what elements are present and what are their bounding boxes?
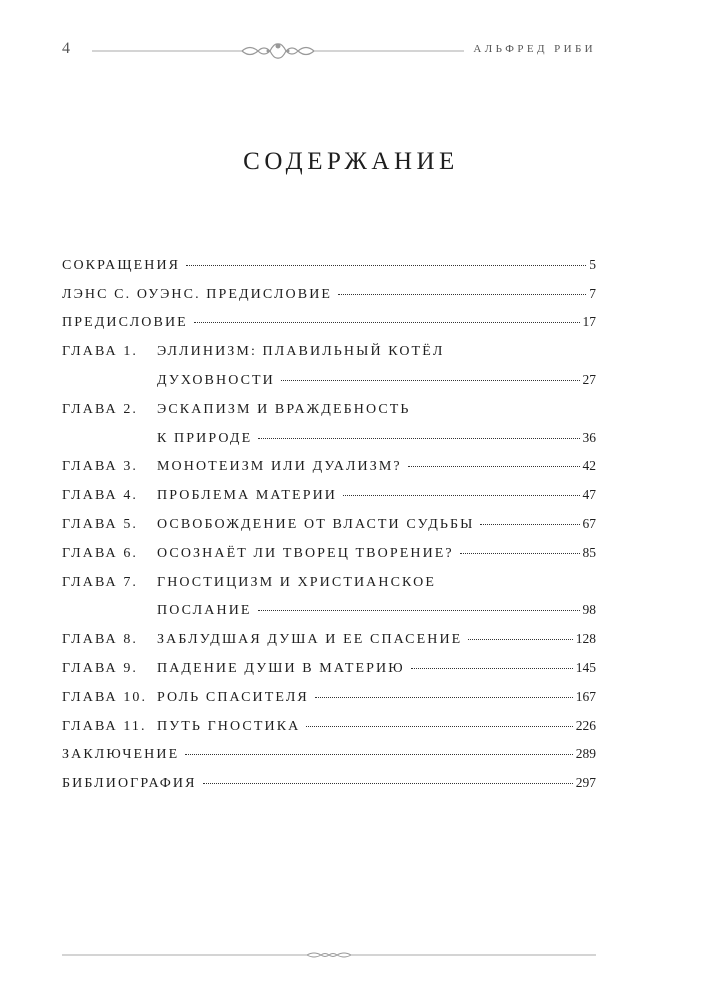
dot-leader (203, 783, 573, 784)
toc-entry (62, 509, 596, 538)
dot-leader (281, 380, 580, 381)
toc-page-number: 167 (575, 688, 596, 704)
toc-entry-line (157, 718, 596, 735)
toc-entry-title: ПРЕДИСЛОВИЕ (62, 315, 188, 331)
dot-leader (306, 726, 572, 727)
toc-entry-line (157, 660, 596, 677)
chapter-number: ГЛАВА 2. (62, 401, 139, 417)
chapter-number: ГЛАВА 10. (62, 689, 148, 705)
toc-entry-line (157, 689, 596, 706)
dot-leader (315, 697, 573, 698)
toc-entry-line (62, 286, 596, 303)
dot-leader (411, 668, 573, 669)
toc-page-number: 7 (589, 285, 596, 301)
toc-page-number: 226 (575, 717, 596, 733)
toc-page-number: 128 (575, 631, 596, 647)
toc-entry-title: ОСОЗНАЁТ ЛИ ТВОРЕЦ ТВОРЕНИЕ? (157, 545, 454, 561)
toc-entry-title: ПОСЛАНИЕ (157, 603, 252, 619)
toc-entry (62, 480, 596, 509)
dot-leader (194, 322, 580, 323)
toc-entry-title: ОСВОБОЖДЕНИЕ ОТ ВЛАСТИ СУДЬБЫ (157, 516, 475, 532)
toc-entry-title: ПРОБЛЕМА МАТЕРИИ (157, 488, 338, 504)
toc-page-number: 67 (582, 515, 596, 531)
toc-entry-title: РОЛЬ СПАСИТЕЛЯ (157, 689, 309, 705)
page-title: СОДЕРЖАНИЕ (243, 148, 459, 175)
toc-entry-title: ЗАКЛЮЧЕНИЕ (62, 747, 180, 763)
toc-page-number: 27 (582, 371, 596, 387)
table-of-contents (62, 250, 596, 797)
toc-page-number: 98 (582, 602, 596, 618)
toc-page-number: 42 (582, 458, 596, 474)
toc-entry-title: ГНОСТИЦИЗМ И ХРИСТИАНСКОЕ (157, 574, 436, 590)
toc-entry-title: ЭЛЛИНИЗМ: ПЛАВИЛЬНЫЙ КОТЁЛ (157, 344, 445, 360)
dot-leader (258, 610, 580, 611)
toc-entry (62, 250, 596, 279)
toc-page-number: 17 (582, 314, 596, 330)
toc-entry-title: МОНОТЕИЗМ ИЛИ ДУАЛИЗМ? (157, 459, 402, 475)
toc-entry-title: К ПРИРОДЕ (157, 430, 253, 446)
toc-entry (62, 394, 596, 423)
toc-page-number: 47 (582, 487, 596, 503)
toc-entry-title: ДУХОВНОСТИ (157, 372, 275, 388)
toc-entry-line (157, 372, 596, 389)
toc-page-number: 85 (582, 544, 596, 560)
toc-entry (62, 365, 596, 394)
toc-entry (62, 279, 596, 308)
toc-entry (62, 423, 596, 452)
header-ornament-icon (92, 42, 464, 60)
dot-leader (185, 754, 573, 755)
chapter-number: ГЛАВА 4. (62, 488, 139, 504)
dot-leader (460, 553, 580, 554)
toc-entry-line (157, 516, 596, 533)
toc-entry-title: ЛЭНС С. ОУЭНС. ПРЕДИСЛОВИЕ (62, 286, 333, 302)
toc-entry-line (157, 545, 596, 562)
toc-entry-line (157, 487, 596, 504)
toc-entry (62, 596, 596, 625)
toc-entry (62, 567, 596, 596)
toc-entry-line (157, 458, 596, 475)
chapter-number: ГЛАВА 6. (62, 545, 139, 561)
toc-page-number: 36 (582, 429, 596, 445)
dot-leader (343, 495, 579, 496)
toc-page-number: 145 (575, 659, 596, 675)
dot-leader (338, 294, 586, 295)
toc-entry-title: ПУТЬ ГНОСТИКА (157, 718, 301, 734)
toc-entry (62, 740, 596, 769)
toc-entry (62, 624, 596, 653)
chapter-number: ГЛАВА 7. (62, 574, 139, 590)
chapter-number: ГЛАВА 3. (62, 459, 139, 475)
toc-entry-line (157, 631, 596, 648)
dot-leader (258, 438, 579, 439)
toc-entry (62, 682, 596, 711)
dot-leader (480, 524, 579, 525)
toc-entry-line (62, 775, 596, 792)
footer-ornament-icon (62, 950, 596, 960)
toc-entry (62, 452, 596, 481)
toc-page-number: 297 (575, 775, 596, 791)
toc-entry-line (62, 314, 596, 331)
toc-entry-line (62, 257, 596, 274)
toc-entry (62, 336, 596, 365)
dot-leader (186, 265, 586, 266)
dot-leader (408, 466, 580, 467)
toc-entry-line (157, 602, 596, 619)
chapter-number: ГЛАВА 5. (62, 516, 139, 532)
toc-entry-title: БИБЛИОГРАФИЯ (62, 776, 197, 792)
toc-entry-title: ЗАБЛУДШАЯ ДУША И ЕЕ СПАСЕНИЕ (157, 632, 463, 648)
chapter-number: ГЛАВА 9. (62, 660, 139, 676)
running-header (62, 40, 596, 62)
toc-entry-title: ЭСКАПИЗМ И ВРАЖДЕБНОСТЬ (157, 401, 411, 417)
chapter-number: ГЛАВА 11. (62, 718, 147, 734)
chapter-number: ГЛАВА 8. (62, 632, 139, 648)
running-title: АЛЬФРЕД РИБИ (473, 43, 596, 55)
toc-entry-line (62, 746, 596, 763)
toc-entry-title: СОКРАЩЕНИЯ (62, 257, 181, 273)
toc-page-number: 5 (589, 256, 596, 272)
chapter-number: ГЛАВА 1. (62, 344, 139, 360)
toc-entry (62, 308, 596, 337)
toc-entry (62, 538, 596, 567)
dot-leader (468, 639, 572, 640)
toc-entry-line (157, 430, 596, 447)
toc-entry (62, 711, 596, 740)
toc-entry (62, 653, 596, 682)
toc-entry (62, 768, 596, 797)
page-number: 4 (62, 40, 70, 57)
toc-entry-title: ПАДЕНИЕ ДУШИ В МАТЕРИЮ (157, 660, 405, 676)
toc-page-number: 289 (575, 746, 596, 762)
